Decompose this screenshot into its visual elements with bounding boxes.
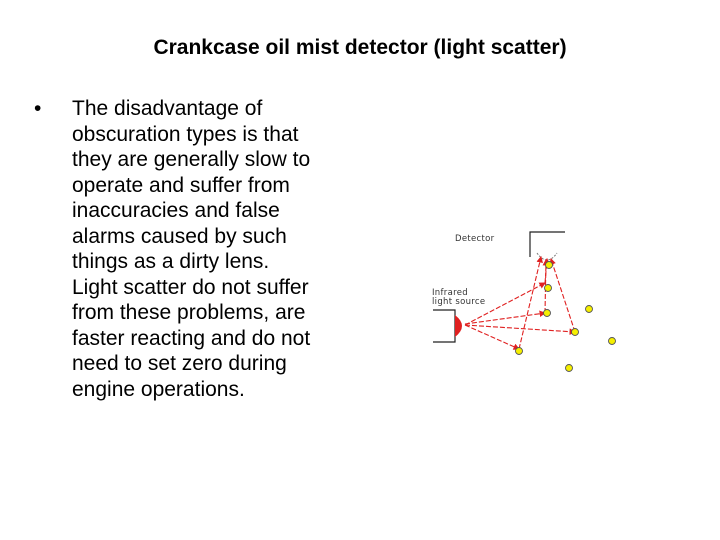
scatter-from-particle-4 [551, 259, 575, 332]
bullet-marker: • [34, 97, 42, 120]
ray-to-particle-1 [465, 325, 519, 349]
particle [572, 329, 579, 336]
oil-mist-particles [516, 262, 616, 372]
particle [546, 262, 553, 269]
scatter-from-particle-1 [519, 257, 541, 349]
ray-to-particle-4 [465, 325, 575, 332]
light-source-housing [433, 310, 462, 342]
ray-to-particle-3 [465, 313, 545, 324]
particle [586, 306, 593, 313]
detector-label: Detector [455, 234, 495, 244]
particle [545, 285, 552, 292]
source-label: Infrared light source [432, 288, 486, 307]
detector-housing [530, 232, 565, 260]
light-scatter-diagram [425, 225, 625, 385]
particle [566, 365, 573, 372]
particle [516, 348, 523, 355]
slide-title: Crankcase oil mist detector (light scatter) [153, 36, 567, 59]
bullet-text: The disadvantage of obscuration types is that they are generally slow to operate and suffer from inaccuracies and false alarms caused by such things as a dirty lens. Light scatter do not suffer from these problems, are faster reacting and do not need to set zero during engine operations. [72, 97, 311, 401]
particle [609, 338, 616, 345]
particle [544, 310, 551, 317]
